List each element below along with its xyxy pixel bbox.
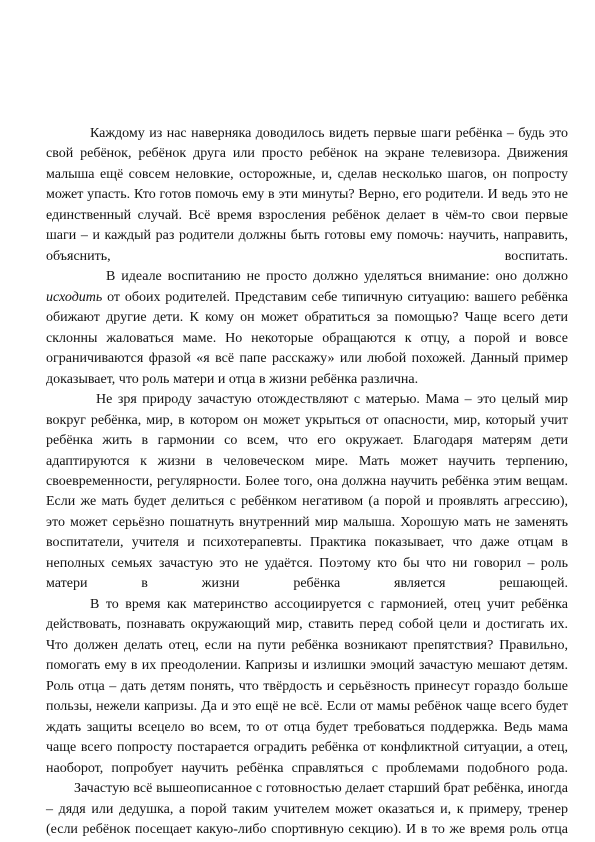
p3-line-7: это может серьёзно пошатнуть внутренний мир малыша. Хорошую мать не заменять [46, 514, 568, 530]
p2-italic-word: исходить [46, 289, 103, 305]
p1-line-6: шаги – и каждый раз родители должны быть готовы ему помочь: научить, направить, [46, 228, 568, 244]
p3-line-3: ребёнка жить в гармонии со всем, что его окружает. Благодаря матерям дети [46, 433, 568, 449]
p1-line-1: Каждому из нас наверняка доводилось видеть первые шаги ребёнка – будь это [90, 126, 568, 141]
p3-line-5: своевременности, регулярности. Более того, она должна научить ребёнка этим вещам. [46, 474, 568, 489]
p1-line-3: малыша ещё совсем неловкие, осторожные, и, сделав несколько шагов, он попросту [46, 166, 568, 182]
p4-line-3: Что должен делать отец, если на пути ребёнка возникают препятствия? Правильно, [46, 637, 568, 653]
p2-line-3: обижают другие дети. К кому он может обратиться за помощью? Чаще всего дети [46, 310, 568, 326]
p3-line-10: матери в жизни ребёнка является решающей. [46, 576, 568, 592]
p1-line-5: единственный случай. Всё время взросления ребёнок делает в чём-то свои первые [46, 207, 568, 223]
p4-line-4: помогать ему в их преодолении. Капризы и излишки эмоций зачастую мешают детям. [46, 658, 568, 674]
p2-line-5: ограничиваются фразой «я всё папе расскажу» или любой похожей. Данный пример [46, 351, 568, 367]
p2-line-4: склонны жаловаться маме. Но некоторые обращаются к отцу, а порой и вовсе [46, 330, 568, 346]
p4-line-8: чаще всего попросту постарается оградить ребёнка от конфликтной ситуации, а отец, [46, 740, 568, 756]
p3-line-4: адаптируются к жизни в человеческом мире. Мать может научить терпению, [46, 453, 568, 469]
p3-line-2: вокруг ребёнка, мир, в котором он может укрыться от опасности, мир, который учит [46, 412, 568, 428]
p1-line-2: свой ребёнок, ребёнок друга или просто ребёнок на экране телевизора. Движения [46, 146, 568, 162]
p4-line-6: пользы, нежели капризы. Да и это ещё не всё. Если от мамы ребёнок чаще всего будет [46, 699, 568, 715]
p4-line-9: наоборот, попробует научить ребёнка справляться с проблемами подобного рода. [46, 760, 568, 776]
p3-line-9: неполных семьях зачастую это не удаётся. Поэтому кто бы что ни говорил – роль [46, 555, 568, 571]
p1-line-7: объяснить, воспитать. [46, 248, 568, 264]
p3-line-1: Не зря природу зачастую отождествляют с матерью. Мама – это целый мир [96, 392, 568, 408]
p4-line-7: ждать защиты всецело во всем, то от отца будет требоваться поддержка. Ведь мама [46, 719, 568, 735]
p4-line-2: действовать, познавать окружающий мир, ставить перед собой цели и достигать их. [46, 617, 568, 633]
p4-line-1: В то время как материнство ассоциируется с гармонией, отец учит ребёнка [90, 596, 568, 612]
p5-line-1: Зачастую всё вышеописанное с готовностью делает старший брат ребёнка, иногда [74, 781, 568, 797]
p2-line-2 [46, 288, 568, 308]
p3-line-6: Если же мать будет делиться с ребёнком негативом (а порой и проявлять агрессию), [46, 494, 568, 510]
p3-line-8: воспитатели, учителя и психотерапевты. Практика показывает, что даже отцам в [46, 535, 568, 551]
p2-line-1: В идеале воспитанию не просто должно уделяться внимание: оно должно [106, 269, 568, 285]
p2-line-6: доказывает, что роль матери и отца в жизни ребёнка различна. [46, 371, 419, 387]
p1-line-4: может упасть. Кто готов помочь ему в эти минуты? Верно, его родители. И ведь это не [46, 187, 568, 203]
p2-line-2-rest: от обоих родителей. Представим себе типичную ситуацию: вашего ребёнка [102, 289, 568, 305]
p5-line-3: (если ребёнок посещает какую-либо спортивную секцию). И в то же время роль отца [46, 822, 568, 837]
p4-line-5: Роль отца – дать детям понять, что твёрдость и серьёзность принесут гораздо больше [46, 678, 568, 694]
p5-line-2: – дядя или дедушка, а порой таким учителем может оказаться и, к примеру, тренер [46, 801, 568, 817]
